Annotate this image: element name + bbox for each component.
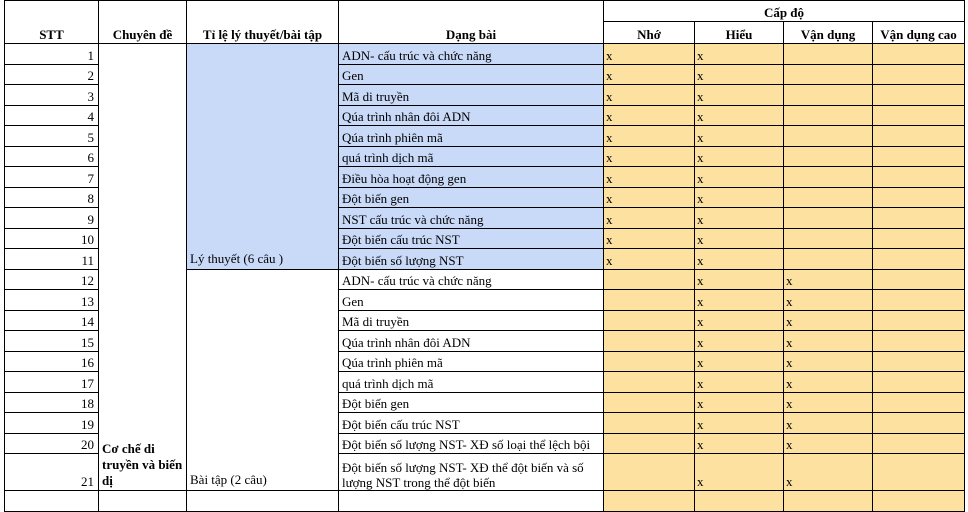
level-mark-understand: x	[695, 105, 784, 126]
row-number: 15	[5, 331, 99, 352]
level-mark-remember	[604, 413, 695, 434]
row-number: 2	[5, 64, 99, 85]
row-number: 7	[5, 167, 99, 188]
level-mark-apply	[784, 44, 873, 65]
header-topic: Chuyên đề	[99, 1, 187, 44]
level-mark-apply: x	[784, 372, 873, 393]
level-mark-apply	[784, 208, 873, 229]
level-mark-apply: x	[784, 392, 873, 413]
level-mark-apply-high	[873, 351, 965, 372]
level-mark-apply-high	[873, 167, 965, 188]
header-level-remember: Nhớ	[604, 22, 695, 44]
header-type: Dạng bài	[339, 1, 604, 44]
question-type-cell: Đột biến gen	[339, 392, 604, 413]
level-mark-apply-high	[873, 146, 965, 167]
level-mark-apply	[784, 167, 873, 188]
ratio-exercise-cell: Bài tập (2 câu)	[187, 269, 339, 491]
level-mark-remember	[604, 372, 695, 393]
row-number: 8	[5, 187, 99, 208]
level-mark-apply: x	[784, 310, 873, 331]
row-number: 1	[5, 44, 99, 65]
level-mark-remember	[604, 331, 695, 352]
level-mark-understand: x	[695, 310, 784, 331]
row-number: 18	[5, 392, 99, 413]
row-number: 3	[5, 85, 99, 106]
level-mark-remember: x	[604, 44, 695, 65]
level-mark-apply	[784, 249, 873, 270]
row-number: 4	[5, 105, 99, 126]
header-level-apply-high: Vận dụng cao	[873, 22, 965, 44]
row-number: 12	[5, 269, 99, 290]
question-type-cell: Đột biến số lượng NST- XĐ số loại thể lệch bội	[339, 433, 604, 454]
question-type-cell: quá trình dịch mã	[339, 146, 604, 167]
level-mark-remember: x	[604, 187, 695, 208]
level-mark-understand: x	[695, 351, 784, 372]
level-mark-apply: x	[784, 454, 873, 491]
level-mark-understand: x	[695, 372, 784, 393]
level-mark-understand: x	[695, 44, 784, 65]
level-mark-apply-high	[873, 208, 965, 229]
question-type-cell: Đột biến cấu trúc NST	[339, 228, 604, 249]
question-type-cell: Điều hòa hoạt động gen	[339, 167, 604, 188]
level-mark-apply: x	[784, 351, 873, 372]
level-mark-remember: x	[604, 126, 695, 147]
exam-matrix-table	[4, 0, 965, 512]
header-level-apply: Vận dụng	[784, 22, 873, 44]
level-mark-apply-high	[873, 433, 965, 454]
level-mark-apply-high	[873, 290, 965, 311]
row-number: 20	[5, 433, 99, 454]
level-mark-remember: x	[604, 208, 695, 229]
question-type-cell: Mã di truyền	[339, 310, 604, 331]
question-type-cell: Đột biến số lượng NST- XĐ thể đột biến và số lượng NST trong thể đột biến	[339, 454, 604, 491]
level-mark-apply: x	[784, 331, 873, 352]
level-mark-remember: x	[604, 249, 695, 270]
question-type-cell: Gen	[339, 64, 604, 85]
question-type-cell: ADN- cấu trúc và chức năng	[339, 44, 604, 65]
level-mark-understand: x	[695, 269, 784, 290]
table-body	[5, 44, 965, 512]
row-number: 11	[5, 249, 99, 270]
row-number: 13	[5, 290, 99, 311]
level-mark-apply-high	[873, 372, 965, 393]
row-number: 16	[5, 351, 99, 372]
tail-cell	[784, 491, 873, 512]
question-type-cell: ADN- cấu trúc và chức năng	[339, 269, 604, 290]
level-mark-remember	[604, 310, 695, 331]
level-mark-apply-high	[873, 413, 965, 434]
table-row-tail	[5, 491, 965, 512]
tail-cell	[604, 491, 695, 512]
level-mark-remember	[604, 454, 695, 491]
question-type-cell: Đột biến số lượng NST	[339, 249, 604, 270]
level-mark-apply: x	[784, 413, 873, 434]
level-mark-apply-high	[873, 331, 965, 352]
level-mark-apply	[784, 228, 873, 249]
level-mark-apply-high	[873, 64, 965, 85]
level-mark-understand: x	[695, 249, 784, 270]
level-mark-apply-high	[873, 187, 965, 208]
level-mark-remember: x	[604, 167, 695, 188]
question-type-cell: quá trình dịch mã	[339, 372, 604, 393]
header-stt: STT	[5, 1, 99, 44]
level-mark-remember: x	[604, 85, 695, 106]
level-mark-remember	[604, 351, 695, 372]
level-mark-apply-high	[873, 392, 965, 413]
level-mark-apply	[784, 85, 873, 106]
level-mark-apply	[784, 187, 873, 208]
level-mark-apply	[784, 146, 873, 167]
question-type-cell: Qúa trình phiên mã	[339, 351, 604, 372]
row-number: 19	[5, 413, 99, 434]
level-mark-understand: x	[695, 64, 784, 85]
row-number: 9	[5, 208, 99, 229]
level-mark-remember	[604, 290, 695, 311]
level-mark-understand: x	[695, 208, 784, 229]
question-type-cell: Mã di truyền	[339, 85, 604, 106]
ratio-theory-cell: Lý thuyết (6 câu )	[187, 44, 339, 270]
level-mark-apply-high	[873, 85, 965, 106]
level-mark-remember	[604, 433, 695, 454]
level-mark-apply: x	[784, 290, 873, 311]
row-number: 6	[5, 146, 99, 167]
header-level-understand: Hiểu	[695, 22, 784, 44]
level-mark-understand: x	[695, 187, 784, 208]
tail-cell	[187, 491, 339, 512]
row-number: 14	[5, 310, 99, 331]
question-type-cell: Gen	[339, 290, 604, 311]
header-ratio: Tỉ lệ lý thuyết/bài tập	[187, 1, 339, 44]
level-mark-understand: x	[695, 433, 784, 454]
tail-cell	[695, 491, 784, 512]
level-mark-understand: x	[695, 290, 784, 311]
level-mark-remember: x	[604, 64, 695, 85]
level-mark-understand: x	[695, 228, 784, 249]
level-mark-understand: x	[695, 146, 784, 167]
level-mark-apply	[784, 126, 873, 147]
level-mark-remember: x	[604, 146, 695, 167]
row-number: 21	[5, 454, 99, 491]
level-mark-understand: x	[695, 167, 784, 188]
question-type-cell: Qúa trình nhân đôi ADN	[339, 331, 604, 352]
level-mark-remember	[604, 392, 695, 413]
level-mark-remember: x	[604, 228, 695, 249]
tail-cell	[99, 491, 187, 512]
tail-cell	[873, 491, 965, 512]
question-type-cell: NST cấu trúc và chức năng	[339, 208, 604, 229]
question-type-cell: Qúa trình nhân đôi ADN	[339, 105, 604, 126]
level-mark-apply-high	[873, 105, 965, 126]
level-mark-apply-high	[873, 126, 965, 147]
level-mark-apply-high	[873, 44, 965, 65]
level-mark-understand: x	[695, 392, 784, 413]
level-mark-apply-high	[873, 269, 965, 290]
topic-cell: Cơ chế di truyền và biến dị	[99, 44, 187, 491]
level-mark-remember: x	[604, 105, 695, 126]
level-mark-understand: x	[695, 331, 784, 352]
level-mark-apply	[784, 105, 873, 126]
level-mark-understand: x	[695, 454, 784, 491]
level-mark-apply: x	[784, 269, 873, 290]
row-number: 5	[5, 126, 99, 147]
level-mark-apply-high	[873, 249, 965, 270]
row-number: 17	[5, 372, 99, 393]
tail-cell	[339, 491, 604, 512]
level-mark-understand: x	[695, 413, 784, 434]
level-mark-apply-high	[873, 228, 965, 249]
level-mark-apply: x	[784, 433, 873, 454]
level-mark-apply-high	[873, 454, 965, 491]
header-level: Cấp độ	[604, 1, 965, 22]
question-type-cell: Đột biến gen	[339, 187, 604, 208]
level-mark-understand: x	[695, 85, 784, 106]
level-mark-apply	[784, 64, 873, 85]
level-mark-understand: x	[695, 126, 784, 147]
question-type-cell: Đột biến cấu trúc NST	[339, 413, 604, 434]
row-number: 10	[5, 228, 99, 249]
table-row	[5, 44, 965, 65]
question-type-cell: Qúa trình phiên mã	[339, 126, 604, 147]
level-mark-apply-high	[873, 310, 965, 331]
level-mark-remember	[604, 269, 695, 290]
tail-cell	[5, 491, 99, 512]
